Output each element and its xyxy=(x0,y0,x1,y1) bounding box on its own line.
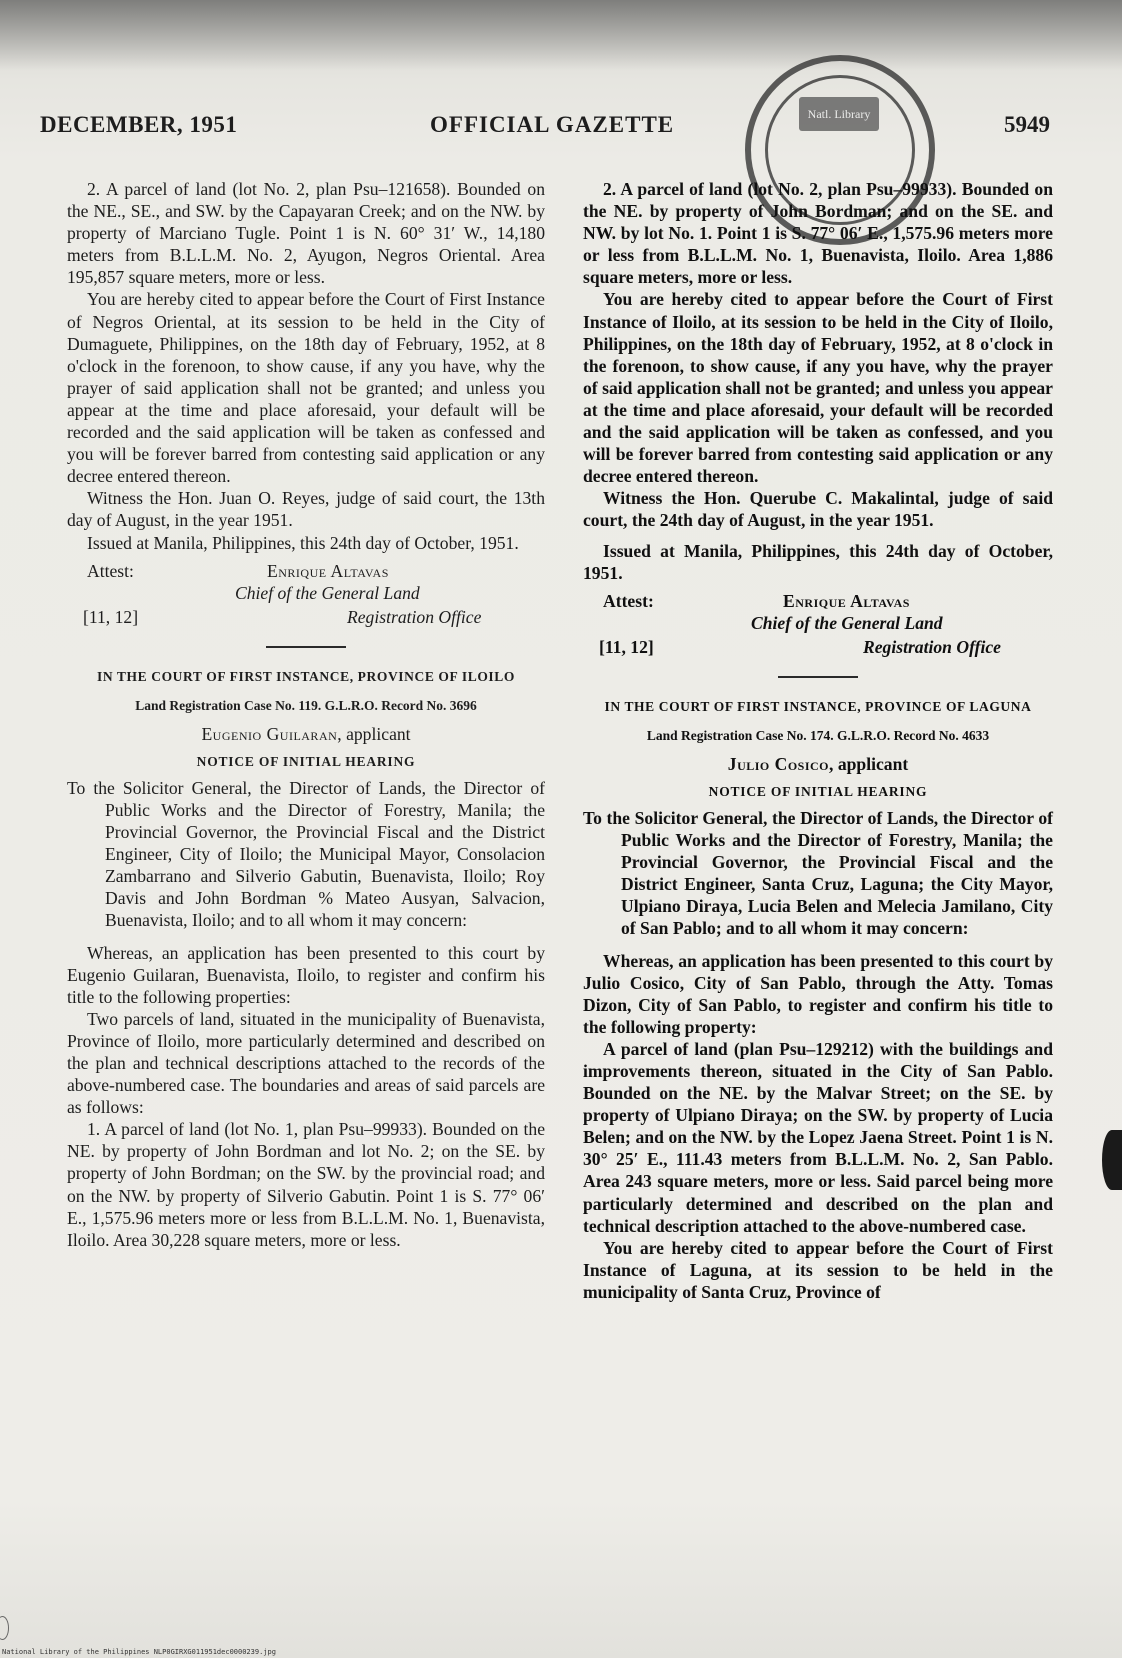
court-heading: IN THE COURT OF FIRST INSTANCE, PROVINCE OF LAGUNA xyxy=(604,698,1032,714)
scan-footer: National Library of the Philippines NLP0GIRXG011951dec0000239.jpg xyxy=(2,1648,276,1656)
page-edge-blot xyxy=(1102,1130,1122,1190)
attest-label: Attest: xyxy=(87,560,134,581)
attest-title-line1: Chief of the General Land xyxy=(235,582,420,603)
applicant-line xyxy=(583,753,1053,775)
citation-paragraph: You are hereby cited to appear before the Court of First Instance of Negros Oriental, at its session to be held in the City of Dumaguete, Philippines, on the 18th day of February, 1952, at 8 o'clock in the forenoon, to show cause, if any you have, why the prayer of said application shall not be granted; and unless you appear at the time and place aforesaid, your default will be recorded and the said application will be taken as confessed and you will be forever barred from contesting said application or any decree entered thereon. xyxy=(67,289,545,487)
header-date: DECEMBER, 1951 xyxy=(40,112,238,137)
court-heading: IN THE COURT OF FIRST INSTANCE, PROVINCE OF ILOILO xyxy=(97,668,515,684)
case-line: Land Registration Case No. 119. G.L.R.O. Record No. 3696 xyxy=(135,697,477,713)
attest-reference: [11, 12] xyxy=(83,606,139,627)
cited-paragraph: You are hereby cited to appear before the Court of First Instance of Laguna, at its session to be held in the municipality of Santa Cruz, Province of xyxy=(583,1237,1053,1302)
attest-name: Enrique Altavas xyxy=(783,590,910,611)
two-parcels-paragraph: Two parcels of land, situated in the municipality of Buenavista, Province of Iloilo, more particularly determined and described on the plan and technical descriptions attached to the records of the above-numbered case. The boundaries and areas of said parcels are as follows: xyxy=(67,1008,545,1118)
case-line: Land Registration Case No. 174. G.L.R.O. Record No. 4633 xyxy=(646,727,990,743)
section-divider xyxy=(266,646,346,648)
whereas-paragraph: Whereas, an application has been presented to this court by Eugenio Guilaran, Buenavista, Iloilo, to register and confirm his title to the following properties: xyxy=(67,942,545,1007)
attest-title-line1: Chief of the General Land xyxy=(751,612,943,633)
issued-paragraph: Issued at Manila, Philippines, this 24th day of October, 1951. xyxy=(87,532,519,553)
notice-heading: NOTICE OF INITIAL HEARING xyxy=(196,753,416,769)
left-column xyxy=(67,178,545,1251)
citation-paragraph: You are hereby cited to appear before the Court of First Instance of Iloilo, at its session to be held in the City of Iloilo, Philippines, on the 18th day of February, 1952, at 8 o'clock in the forenoon, to show cause, if any you have, why the prayer of said application shall not be granted; and unless you appear at the time and place aforesaid, your default will be recorded and the said application will be taken as confessed, and you will be forever barred from contesting said application or any decree entered thereon. xyxy=(583,289,1053,487)
addressees-paragraph: To the Solicitor General, the Director of Lands, the Director of Public Works and the Director of Forestry, Manila; the Provincial Governor, the Provincial Fiscal and the District Engineer, City of Iloilo; the Municipal Mayor, Consolacion Zambarrano and Silverio Gabutin, Buenavista, Iloilo; Roy Davis and John Bordman % Mateo Ausyan, Salvacion, Buenavista, Iloilo; and to all whom it may concern: xyxy=(67,777,545,931)
applicant-name: Eugenio Guilaran xyxy=(201,723,338,744)
page-edge-mark xyxy=(0,1616,9,1640)
issued-paragraph: Issued at Manila, Philippines, this 24th day of October, 1951. xyxy=(583,540,1053,583)
section-divider xyxy=(778,676,858,678)
stamp-label: Natl. Library xyxy=(799,97,879,131)
witness-paragraph: Witness the Hon. Juan O. Reyes, judge of said court, the 13th day of August, in the year 1951. xyxy=(67,488,545,531)
parcel-paragraph: A parcel of land (plan Psu–129212) with the buildings and improvements thereon, situated in the City of San Pablo. Bounded on the NE. by the Malvar Street; on the SE. by property of Ulpiano Diraya; on the SW. by property of Lucia Belen; and on the NW. by the Lopez Jaena Street. Point 1 is N. 30° 25′ E., 111.43 meters from B.L.L.M. No. 2, San Pablo. Area 243 square meters, more or less. Said parcel being more particularly determined and described on the plan and technical description attached to the above-numbered case. xyxy=(583,1038,1053,1236)
right-column xyxy=(583,178,1053,1303)
notice-heading: NOTICE OF INITIAL HEARING xyxy=(708,783,928,799)
scan-shadow xyxy=(0,0,1122,70)
applicant-suffix: , applicant xyxy=(829,753,909,774)
attest-name: Enrique Altavas xyxy=(267,560,389,581)
applicant-name: Julio Cosico xyxy=(727,753,830,774)
whereas-paragraph: Whereas, an application has been presented to this court by Julio Cosico, City of San Pablo, through the Atty. Tomas Dizon, City of San Pablo, to register and confirm his title to the following property: xyxy=(583,950,1053,1037)
applicant-suffix: , applicant xyxy=(337,723,411,744)
page-header xyxy=(40,112,1050,152)
applicant-line xyxy=(67,723,545,745)
parcel-1-paragraph: 1. A parcel of land (lot No. 1, plan Psu–99933). Bounded on the NE. by property of John Bordman and lot No. 2; on the SE. by property of John Bordman; on the SW. by the provincial road; and on the NW. by property of Silverio Gabutin. Point 1 is S. 77° 06′ E., 1,575.96 meters more or less from B.L.L.M. No. 1, Buenavista, Iloilo. Area 30,228 square meters, more or less. xyxy=(67,1119,545,1250)
witness-paragraph: Witness the Hon. Querube C. Makalintal, judge of said court, the 24th day of August, in the year 1951. xyxy=(583,488,1053,531)
attest-title-line2: Registration Office xyxy=(347,606,482,627)
header-title: OFFICIAL GAZETTE xyxy=(430,112,675,137)
addressees-paragraph: To the Solicitor General, the Director of Lands, the Director of Public Works and the Director of Forestry, Manila; the Provincial Governor, the Provincial Fiscal and the District Engineer, Santa Cruz, Laguna; the City Mayor, Ulpiano Diraya, Lucia Belen and Melecia Jamilano, City of San Pablo; and to all whom it may concern: xyxy=(583,807,1053,939)
attest-block xyxy=(583,588,1053,660)
attest-block xyxy=(67,558,545,630)
attest-label: Attest: xyxy=(603,590,654,611)
header-page-number: 5949 xyxy=(1004,112,1050,137)
parcel-2-paragraph: 2. A parcel of land (lot No. 2, plan Psu–121658). Bounded on the NE., SE., and SW. by the Capayaran Creek; and on the NW. by property of Marciano Tugle. Point 1 is N. 60° 31′ W., 14,180 meters from B.L.L.M. No. 2, Ayugon, Negros Oriental. Area 195,857 square meters, more or less. xyxy=(67,179,545,288)
attest-title-line2: Registration Office xyxy=(863,636,1001,657)
parcel-2-paragraph: 2. A parcel of land (lot No. 2, plan Psu–99933). Bounded on the NE. by property of John Bordman; and on the SE. and NW. by lot No. 1. Point 1 is S. 77° 06′ E., 1,575.96 meters more or less from B.L.L.M. No. 1, Buenavista, Iloilo. Area 1,886 square meters, more or less. xyxy=(583,179,1053,288)
attest-reference: [11, 12] xyxy=(599,636,654,657)
